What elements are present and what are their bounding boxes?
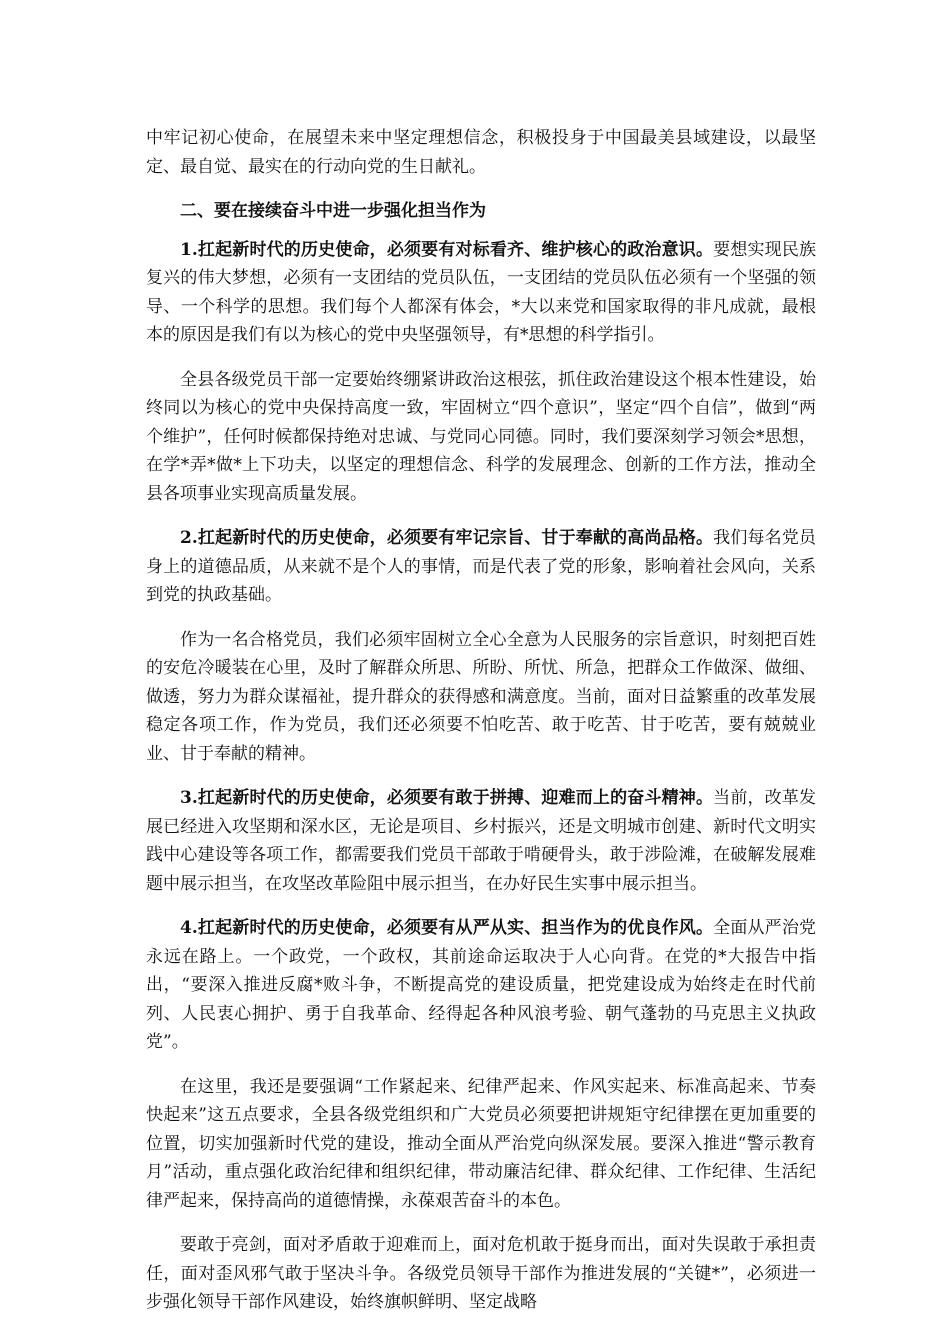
- paragraph-text: 在这里，我还是要强调“工作紧起来、纪律严起来、作风实起来、标准高起来、节奏快起来”这五点要求，全县各级党组织和广大党员必须要把讲规矩守纪律摆在更加重要的位置，切实加强新时代党的建设，推动全面从严治党向纵深发展。要深入推进“警示教育月”活动，重点强化政治纪律和组织纪律，带动廉洁纪律、群众纪律、工作纪律、生活纪律严起来，保持高尚的道德情操，永葆艰苦奋斗的本色。: [146, 1076, 816, 1211]
- paragraph-text: 作为一名合格党员，我们必须牢固树立全心全意为人民服务的宗旨意识，时刻把百姓的安危冷暖装在心里，及时了解群众所思、所盼、所忧、所急，把群众工作做深、做细、做透，努力为群众谋福祉，提升群众的获得感和满意度。当前，面对日益繁重的改革发展稳定各项工作，作为党员，我们还必须要不怕吃苦、敢于吃苦、甘于吃苦，要有兢兢业业、甘于奉献的精神。: [146, 629, 816, 764]
- paragraph-lead: 1.扛起新时代的历史使命，必须要有对标看齐、维护核心的政治意识。: [180, 239, 714, 260]
- paragraph-point-1: [146, 236, 816, 350]
- paragraph: [146, 366, 816, 509]
- paragraph-continuation: [146, 124, 816, 181]
- paragraph-lead: 4.扛起新时代的历史使命，必须要有从严从实、担当作为的优良作风。: [180, 918, 714, 938]
- paragraph-text: 全面从严治党永远在路上。一个政党，一个政权，其前途命运取决于人心向背。在党的*大报告中指出，“要深入推进反腐*败斗争，不断提高党的建设质量，把党建设成为始终走在时代前列、人民衷心拥护、勇于自我革命、经得起各种风浪考验、朝气蓬勃的马克思主义执政党”。: [146, 918, 817, 1052]
- paragraph: [146, 1231, 816, 1317]
- paragraph-lead: 3.扛起新时代的历史使命，必须要有敢于拼搏、迎难而上的奋斗精神。: [180, 788, 714, 808]
- paragraph-point-3: [146, 784, 816, 898]
- paragraph-text: 要想实现民族复兴的伟大梦想，必须有一支团结的党员队伍，一支团结的党员队伍必须有一个坚强的领导、一个科学的思想。我们每个人都深有体会，*大以来党和国家取得的非凡成就，最根本的原因是我们有以为核心的党中央坚强领导，有*思想的科学指引。: [146, 239, 817, 345]
- paragraph: [146, 1073, 816, 1216]
- paragraph-text: 当前，改革发展已经进入攻坚期和深水区，无论是项目、乡村振兴，还是文明城市创建、新时代文明实践中心建设等各项工作，都需要我们党员干部敢于啃硬骨头，敢于涉险滩，在破解发展难题中展示担当，在攻坚改革险阻中展示担当，在办好民生实事中展示担当。: [146, 788, 817, 894]
- paragraph-lead: 2.扛起新时代的历史使命，必须要有牢记宗旨、甘于奉献的高尚品格。: [180, 528, 714, 548]
- paragraph-point-2: [146, 524, 816, 610]
- paragraph-point-4: [146, 914, 816, 1057]
- paragraph-text: 中牢记初心使命，在展望未来中坚定理想信念，积极投身于中国最美县域建设，以最坚定、最自觉、最实在的行动向党的生日献礼。: [146, 128, 816, 177]
- paragraph-text: 我们每名党员身上的道德品质，从来就不是个人的事情，而是代表了党的形象，影响着社会风向，关系到党的执政基础。: [146, 528, 817, 605]
- section-heading: 二、要在接续奋斗中进一步强化担当作为: [180, 201, 486, 221]
- paragraph-text: 全县各级党员干部一定要始终绷紧讲政治这根弦，抓住政治建设这个根本性建设，始终同以为核心的党中央保持高度一致，牢固树立“四个意识”，坚定“四个自信”，做到“两个维护”，任何时候都保持绝对忠诚、与党同心同德。同时，我们要深刻学习领会*思想，在学*弄*做*上下功夫，以坚定的理想信念、科学的发展理念、创新的工作方法，推动全县各项事业实现高质量发展。: [146, 369, 816, 504]
- paragraph: [146, 626, 816, 769]
- paragraph-text: 要敢于亮剑，面对矛盾敢于迎难而上，面对危机敢于挺身而出，面对失误敢于承担责任，面对歪风邪气敢于坚决斗争。各级党员领导干部作为推进发展的“关键*”，必须进一步强化领导干部作风建设，始终旗帜鲜明、坚定战略: [146, 1235, 816, 1312]
